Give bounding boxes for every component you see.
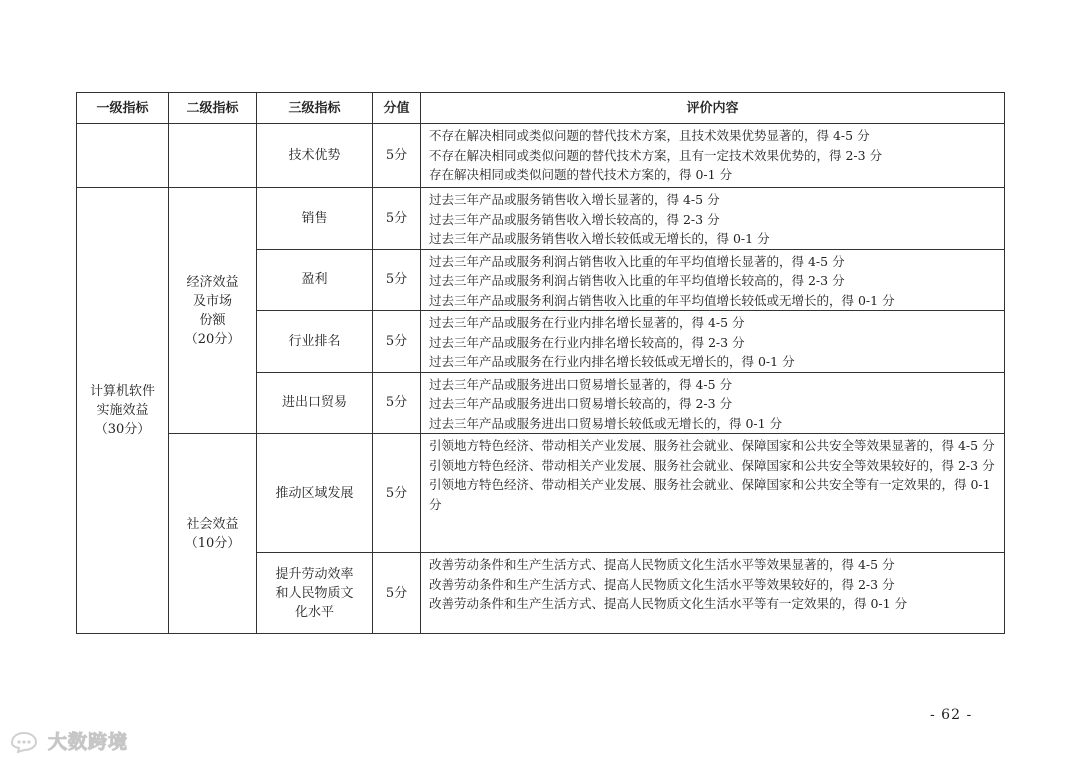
level3-cell: 推动区域发展 <box>257 434 373 553</box>
content-line: 过去三年产品或服务进出口贸易增长较高的，得 2-3 分 <box>429 396 733 411</box>
level1-empty-cell <box>77 124 169 188</box>
content-line: 改善劳动条件和生产生活方式、提高人民物质文化生活水平等效果较好的，得 2-3 分 <box>429 576 895 592</box>
score-cell: 5分 <box>373 124 421 188</box>
content-cell <box>421 124 1005 188</box>
score-cell: 5分 <box>373 311 421 373</box>
evaluation-table <box>76 92 1005 634</box>
content-line: 过去三年产品或服务销售收入增长较低或无增长的，得 0-1 分 <box>429 231 770 246</box>
level3-cell: 进出口贸易 <box>257 372 373 434</box>
content-line: 过去三年产品或服务利润占销售收入比重的年平均值增长较低或无增长的，得 0-1 分 <box>429 292 895 308</box>
table-row <box>77 124 1005 188</box>
level1-cell: 计算机软件 实施效益 （30分） <box>77 188 169 634</box>
level2-empty-cell <box>169 124 257 188</box>
content-line: 过去三年产品或服务销售收入增长显著的，得 4-5 分 <box>429 192 720 207</box>
level3-cell: 销售 <box>257 188 373 250</box>
watermark-text: 大数跨境 <box>48 731 129 753</box>
score-cell: 5分 <box>373 553 421 634</box>
header-score: 分值 <box>373 93 421 124</box>
content-cell <box>421 249 1005 311</box>
score-cell: 5分 <box>373 434 421 553</box>
content-cell <box>421 553 1005 634</box>
content-line: 过去三年产品或服务进出口贸易增长显著的，得 4-5 分 <box>429 376 733 392</box>
content-line: 不存在解决相同或类似问题的替代技术方案，且技术效果优势显著的，得 4-5 分 <box>429 128 870 143</box>
content-line: 引领地方特色经济、带动相关产业发展、服务社会就业、保障国家和公共安全等效果较好的，得 2-3 分 <box>429 457 995 473</box>
level2-cell-social: 社会效益 （10分） <box>169 434 257 634</box>
content-line: 引领地方特色经济、带动相关产业发展、服务社会就业、保障国家和公共安全等效果显著的，得 4-5 分 <box>429 438 995 453</box>
content-cell <box>421 188 1005 250</box>
chat-bubble-logo-icon <box>8 729 44 753</box>
level3-cell: 提升劳动效率 和人民物质文 化水平 <box>257 553 373 634</box>
content-line: 过去三年产品或服务利润占销售收入比重的年平均值增长较高的，得 2-3 分 <box>429 273 845 288</box>
score-cell: 5分 <box>373 249 421 311</box>
watermark <box>8 727 128 754</box>
content-cell <box>421 311 1005 373</box>
content-line: 过去三年产品或服务进出口贸易增长较低或无增长的，得 0-1 分 <box>429 415 783 431</box>
header-level3: 三级指标 <box>257 93 373 124</box>
content-cell <box>421 434 1005 553</box>
header-row <box>77 93 1005 124</box>
content-line: 过去三年产品或服务在行业内排名增长显著的，得 4-5 分 <box>429 315 745 330</box>
content-line: 改善劳动条件和生产生活方式、提高人民物质文化生活水平等有一定效果的，得 0-1 分 <box>429 596 908 611</box>
content-line: 改善劳动条件和生产生活方式、提高人民物质文化生活水平等效果显著的，得 4-5 分 <box>429 557 895 572</box>
header-level1: 一级指标 <box>77 93 169 124</box>
content-line: 过去三年产品或服务在行业内排名增长较低或无增长的，得 0-1 分 <box>429 354 795 369</box>
content-line: 引领地方特色经济、带动相关产业发展、服务社会就业、保障国家和公共安全等有一定效果的，得 0-1 分 <box>429 477 991 512</box>
level3-cell: 盈利 <box>257 249 373 311</box>
content-line: 过去三年产品或服务利润占销售收入比重的年平均值增长显著的，得 4-5 分 <box>429 253 845 269</box>
content-line: 过去三年产品或服务在行业内排名增长较高的，得 2-3 分 <box>429 334 745 350</box>
level3-cell: 技术优势 <box>257 124 373 188</box>
level2-cell-economic: 经济效益 及市场 份额 （20分） <box>169 188 257 434</box>
table-row <box>77 434 1005 553</box>
header-level2: 二级指标 <box>169 93 257 124</box>
page-number: - 62 - <box>930 707 973 723</box>
table-row <box>77 188 1005 250</box>
content-line: 过去三年产品或服务销售收入增长较高的，得 2-3 分 <box>429 211 720 227</box>
content-line: 存在解决相同或类似问题的替代技术方案的，得 0-1 分 <box>429 167 733 182</box>
level3-cell: 行业排名 <box>257 311 373 373</box>
score-cell: 5分 <box>373 188 421 250</box>
content-cell <box>421 372 1005 434</box>
header-content: 评价内容 <box>421 93 1005 124</box>
content-line: 不存在解决相同或类似问题的替代技术方案，且有一定技术效果优势的，得 2-3 分 <box>429 147 883 163</box>
score-cell: 5分 <box>373 372 421 434</box>
